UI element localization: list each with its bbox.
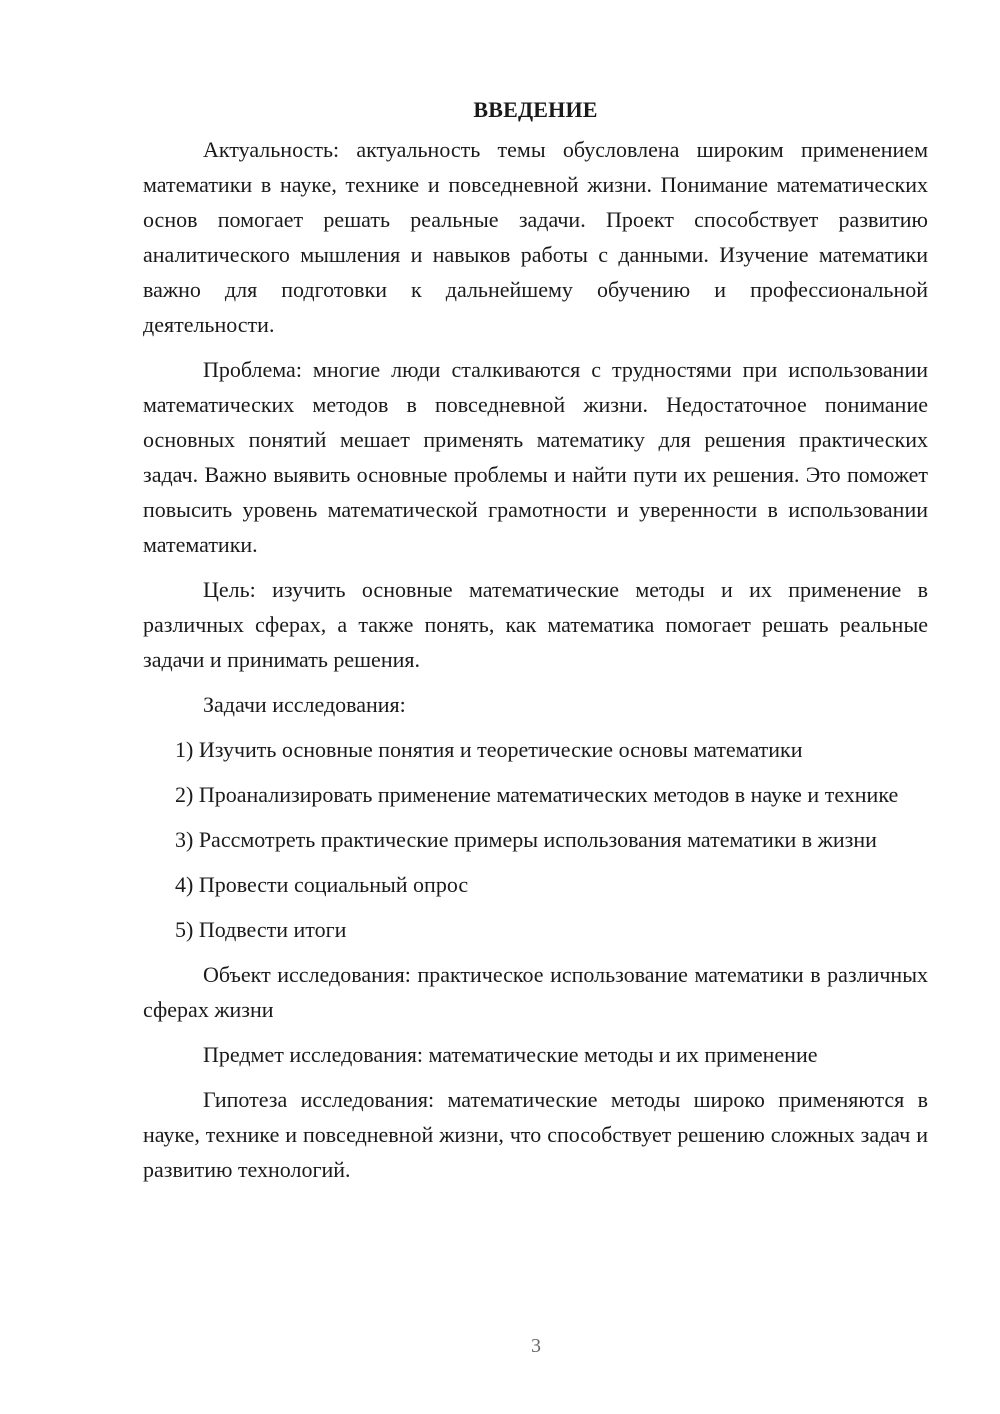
tasks-title: Задачи исследования: <box>203 692 406 717</box>
relevance-paragraph: Актуальность: актуальность темы обусловлена широким применением математики в науке, технике и повседневной жизни. Понимание математических основ помогает решать реальные задачи. Проект способствует развитию аналитического мышления и навыков работы с данными. Изучение математики важно для подготовки к дальнейшему обучению и профессиональной деятельности. <box>143 137 928 337</box>
task-item-2: 2) Проанализировать применение математических методов в науке и технике <box>175 782 899 807</box>
page-number: 3 <box>531 1335 541 1357</box>
hypothesis-paragraph: Гипотеза исследования: математические методы широко применяются в науке, технике и повседневной жизни, что способствует решению сложных задач и развитию технологий. <box>143 1087 928 1182</box>
task-item-3: 3) Рассмотреть практические примеры использования математики в жизни <box>175 827 877 852</box>
task-item-5: 5) Подвести итоги <box>175 917 347 942</box>
object-paragraph: Объект исследования: практическое использование математики в различных сферах жизни <box>143 962 928 1022</box>
task-item-4: 4) Провести социальный опрос <box>175 872 469 897</box>
goal-paragraph: Цель: изучить основные математические методы и их применение в различных сферах, а также понять, как математика помогает решать реальные задачи и принимать решения. <box>143 577 928 672</box>
problem-paragraph: Проблема: многие люди сталкиваются с трудностями при использовании математических методов в повседневной жизни. Недостаточное понимание основных понятий мешает применять математику для решения практических задач. Важно выявить основные проблемы и найти пути их решения. Это поможет повысить уровень математической грамотности и уверенности в использовании математики. <box>143 357 928 557</box>
subject-paragraph: Предмет исследования: математические методы и их применение <box>203 1042 818 1067</box>
page-content <box>143 96 928 1197</box>
task-item-1: 1) Изучить основные понятия и теоретические основы математики <box>175 737 803 762</box>
section-heading: ВВЕДЕНИЕ <box>473 97 598 122</box>
